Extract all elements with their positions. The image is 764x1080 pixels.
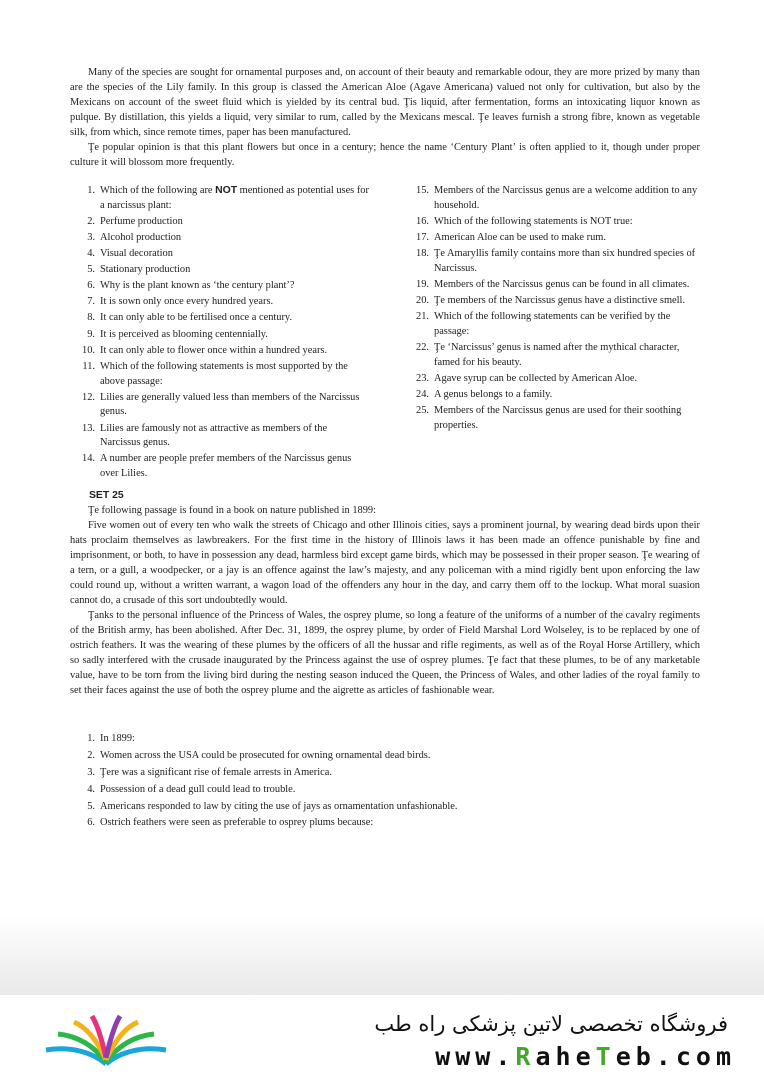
question-number: 22.: [416, 342, 429, 354]
set-paragraph: Ţanks to the personal influence of the Princess of Wales, the osprey plume, so long a feature of the uniforms of a number of the cavalry regiments of the British army, has been abolished. After Dec. 31, 1899, the osprey plume, by order of Field Marshal Lord Wolseley, is to be replaced by one of ostrich feathers. It was the wearing of these plumes by the officers of all the hussar and rifle regiments, as well as of the Royal Horse Artillery, which so sadly interfered with the crusade inaugurated by the Princess against the use of osprey plumes. Ţe fact that these plumes, to be of any marketable value, have to be torn from the living bird during the nesting season induced the Queen, the Princess of Wales, and other ladies of the royal family to set their faces against the use of both the osprey plume and the aigrette as articles of fashionable wear.: [70, 610, 700, 696]
intro-paragraph: Ţe popular opinion is that this plant flowers but once in a century; hence the name ‘Century Plant’ is often applied to it, though under proper culture it will blossom more frequently.: [70, 142, 700, 168]
question-item: [70, 263, 370, 278]
set-title: SET 25: [89, 490, 124, 501]
intro-paragraph: Many of the species are sought for ornamental purposes and, on account of their beauty and remarkable odour, they are more prized by many than are the species of the Lily family. In this group is classed the American Aloe (Agave Americana) valued not only for cultivation, but also by the Mexicans on account of the sweet fluid which is yielded by its central bud. Ţis liquid, after fermentation, forms an intoxicating liquor known as pulque. By distillation, this yields a liquid, very similar to rum, called by the Mexicans mescal. Ţe leaves furnish a strong fibre, known as vegetable silk, from which, since remote times, paper has been manufactured.: [70, 67, 700, 138]
question-item: [404, 294, 704, 309]
question-item: [404, 184, 704, 214]
question-text: Possession of a dead gull could lead to trouble.: [100, 783, 296, 795]
question-text: Americans responded to law by citing the use of jays as ornamentation unfashionable.: [100, 800, 458, 812]
question-text: Perfume production: [100, 215, 183, 227]
question-text: Which of the following statements is NOT true:: [434, 215, 633, 227]
question-number: 3.: [87, 766, 95, 778]
question-text: It is sown only once every hundred years.: [100, 296, 274, 308]
question-item: [70, 452, 370, 482]
question-text: Ţere was a significant rise of female arrests in America.: [100, 766, 332, 778]
question-text: American Aloe can be used to make rum.: [434, 231, 606, 243]
question-number: 16.: [416, 215, 429, 227]
question-number: 5.: [87, 800, 95, 812]
question-number: 2.: [87, 215, 95, 227]
footer-fade: [0, 915, 764, 995]
question-number: 3.: [87, 231, 95, 243]
question-item: [70, 215, 370, 230]
question-item: [70, 731, 570, 747]
questions-right-column: [404, 184, 704, 435]
question-item: [70, 815, 570, 831]
question-item: [70, 782, 570, 798]
question-number: 14.: [82, 453, 95, 465]
question-number: 1.: [87, 733, 95, 744]
question-number: 23.: [416, 372, 429, 384]
question-text: Ţe Amaryllis family contains more than six hundred species of Narcissus.: [434, 248, 696, 274]
question-item: [70, 748, 570, 764]
question-text: Lilies are famously not as attractive as members of the Narcissus genus.: [100, 422, 328, 449]
question-item: [70, 247, 370, 262]
question-number: 6.: [87, 817, 95, 829]
question-item: [70, 295, 370, 310]
question-text: Members of the Narcissus genus can be found in all climates.: [434, 278, 690, 290]
question-text: Stationary production: [100, 264, 191, 276]
question-text: Members of the Narcissus genus are used for their soothing properties.: [434, 405, 682, 431]
question-number: 24.: [416, 389, 429, 401]
question-text: Which of the following are NOT mentioned as potential uses for a narcissus plant:: [100, 185, 369, 211]
question-item: [404, 247, 704, 277]
question-number: 1.: [87, 185, 95, 196]
set-paragraph: Five women out of every ten who walk the streets of Chicago and other Illinois cities, says a prominent journal, by wearing dead birds upon their hats proclaim themselves as lawbreakers. For the first time in the history of Illinois laws it has been made an offence punishable by fine and imprisonment, or both, to have in possession any dead, harmless bird except game birds, which may be possessed in their proper season. Ţe wearing of a tern, or a gull, a woodpecker, or a jay is an offence against the law’s majesty, and any policeman with a mind rigidly bent upon enforcing the law could round up, without a written warrant, a wagon load of the offenders any hour in the day, and carry them off to the lockup. What moral suasion cannot do, a crusade of this sort undoubtedly would.: [70, 520, 700, 606]
question-item: [70, 391, 370, 421]
question-text: Visual decoration: [100, 248, 173, 260]
question-text: Lilies are generally valued less than members of the Narcissus genus.: [100, 391, 360, 418]
question-text: Which of the following statements is most supported by the above passage:: [100, 360, 348, 387]
question-number: 9.: [87, 328, 95, 340]
question-item: [70, 231, 370, 246]
question-number: 20.: [416, 295, 429, 307]
question-number: 6.: [87, 280, 95, 292]
question-number: 19.: [416, 278, 429, 290]
question-number: 25.: [416, 405, 429, 417]
question-item: [404, 388, 704, 403]
question-item: [70, 799, 570, 815]
question-text: Ostrich feathers were seen as preferable to osprey plums because:: [100, 817, 374, 829]
intro-passage: [70, 65, 700, 170]
question-text: In 1899:: [100, 733, 135, 744]
question-number: 5.: [87, 264, 95, 276]
question-item: [70, 765, 570, 781]
question-item: [70, 344, 370, 359]
question-text: A number are people prefer members of the Narcissus genus over Lilies.: [100, 453, 352, 480]
question-number: 8.: [87, 312, 95, 324]
question-text: Which of the following statements can be verified by the passage:: [434, 311, 671, 337]
question-number: 2.: [87, 749, 95, 761]
question-item: [404, 310, 704, 340]
question-item: [404, 278, 704, 293]
question-text: Women across the USA could be prosecuted for owning ornamental dead birds.: [100, 749, 431, 761]
question-text: Agave syrup can be collected by American Aloe.: [434, 372, 638, 384]
question-item: [70, 422, 370, 452]
question-number: 10.: [82, 344, 95, 356]
question-text: It can only able to be fertilised once a century.: [100, 312, 293, 324]
question-item: [70, 360, 370, 390]
store-name: فروشگاه تخصصی لاتین پزشکی راه طب: [374, 1012, 728, 1036]
question-number: 7.: [87, 296, 95, 308]
set-passage: [70, 503, 700, 698]
question-text: Members of the Narcissus genus are a welcome addition to any household.: [434, 185, 698, 211]
question-item: [70, 279, 370, 294]
question-item: [70, 184, 370, 214]
question-item: [404, 372, 704, 387]
question-number: 15.: [416, 185, 429, 196]
question-item: [70, 328, 370, 343]
questions-left-column: [70, 184, 370, 483]
question-number: 4.: [87, 783, 95, 795]
question-text: Why is the plant known as ‘the century plant’?: [100, 280, 295, 292]
question-number: 21.: [416, 311, 429, 323]
question-item: [404, 231, 704, 246]
question-item: [70, 311, 370, 326]
question-number: 13.: [82, 422, 95, 434]
store-url: www.RaheTeb.com: [435, 1042, 736, 1071]
question-text: It is perceived as blooming centennially.: [100, 328, 268, 340]
set-questions: [70, 731, 570, 832]
question-number: 18.: [416, 248, 429, 260]
set-paragraph: Ţe following passage is found in a book on nature published in 1899:: [88, 505, 377, 516]
question-text: It can only able to flower once within a hundred years.: [100, 344, 328, 356]
question-item: [404, 215, 704, 230]
question-text: Ţe members of the Narcissus genus have a distinctive smell.: [434, 295, 686, 307]
question-text: Ţe ‘Narcissus’ genus is named after the mythical character, famed for his beauty.: [434, 342, 680, 368]
question-item: [404, 341, 704, 371]
question-number: 4.: [87, 248, 95, 260]
emphasis-not: NOT: [215, 185, 238, 196]
question-number: 12.: [82, 391, 95, 403]
question-number: 11.: [82, 360, 95, 372]
question-number: 17.: [416, 231, 429, 243]
question-text: A genus belongs to a family.: [434, 389, 553, 401]
question-text: Alcohol production: [100, 231, 182, 243]
question-item: [404, 404, 704, 434]
open-book-rainbow-icon: [40, 1012, 172, 1072]
